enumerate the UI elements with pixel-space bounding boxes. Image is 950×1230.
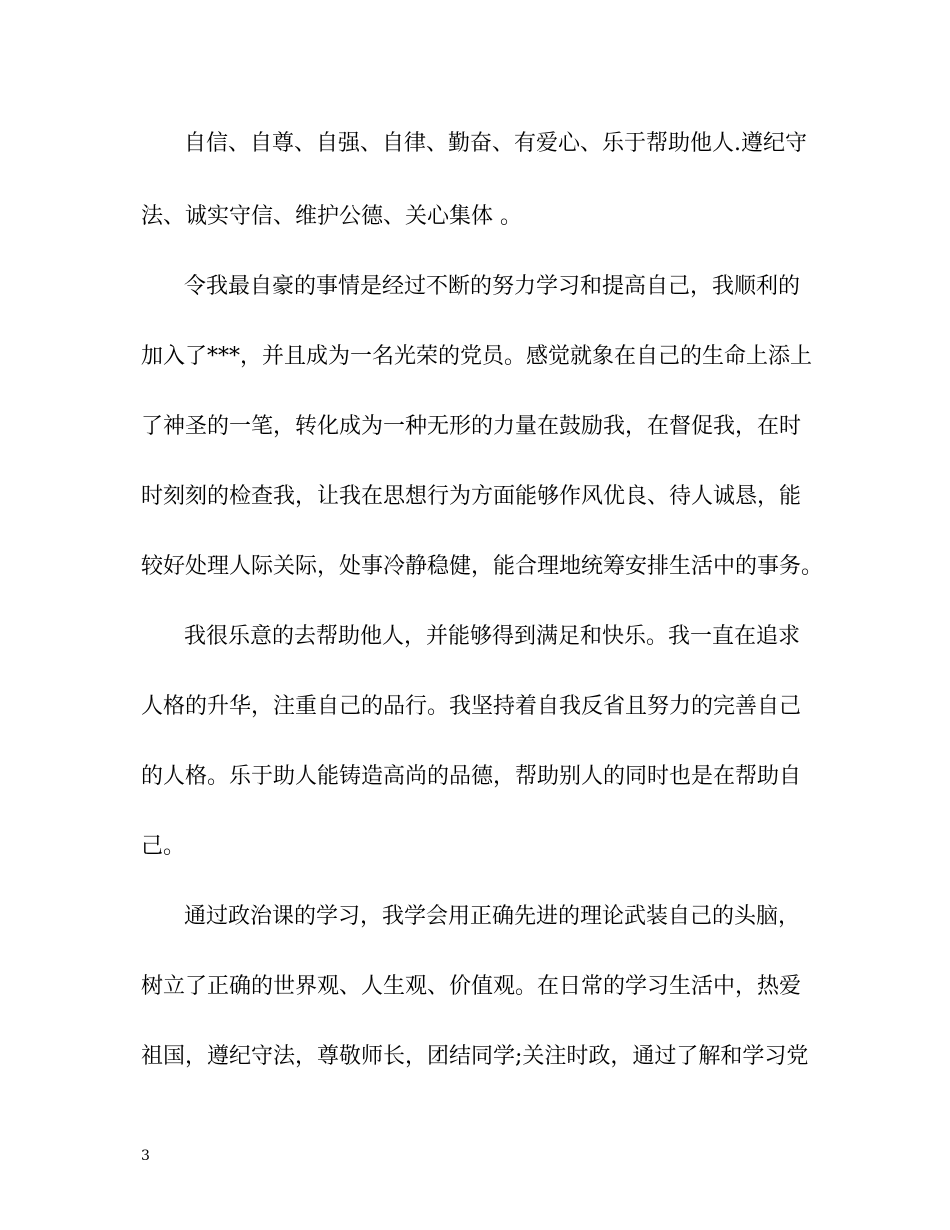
- text-line: 加入了***，并且成为一名光荣的党员。感觉就象在自己的生命上添上: [141, 344, 813, 369]
- text-line: 通过政治课的学习，我学会用正确先进的理论武装自己的头脑，: [184, 904, 801, 929]
- text-line: 较好处理人际关际，处事冷静稳健，能合理地统筹安排生活中的事务。: [141, 554, 824, 579]
- text-line: 我很乐意的去帮助他人，并能够得到满足和快乐。我一直在追求: [184, 624, 801, 649]
- text-line: 令我最自豪的事情是经过不断的努力学习和提高自己，我顺利的: [184, 274, 801, 299]
- text-line: 自信、自尊、自强、自律、勤奋、有爱心、乐于帮助他人.遵纪守: [184, 131, 807, 156]
- text-line: 祖国，遵纪守法，尊敬师长，团结同学;关注时政，通过了解和学习党: [141, 1044, 809, 1069]
- text-line: 的人格。乐于助人能铸造高尚的品德，帮助别人的同时也是在帮助自: [141, 764, 802, 789]
- text-line: 己。: [141, 834, 186, 859]
- text-line: 了神圣的一笔，转化成为一种无形的力量在鼓励我，在督促我，在时: [141, 414, 802, 439]
- text-line: 时刻刻的检查我，让我在思想行为方面能够作风优良、待人诚恳，能: [141, 484, 802, 509]
- page-number: 3: [141, 1148, 150, 1164]
- text-line: 人格的升华，注重自己的品行。我坚持着自我反省且努力的完善自己: [141, 694, 802, 719]
- text-line: 法、诚实守信、维护公德、关心集体 。: [141, 204, 522, 229]
- text-line: 树立了正确的世界观、人生观、价值观。在日常的学习生活中，热爱: [141, 974, 802, 999]
